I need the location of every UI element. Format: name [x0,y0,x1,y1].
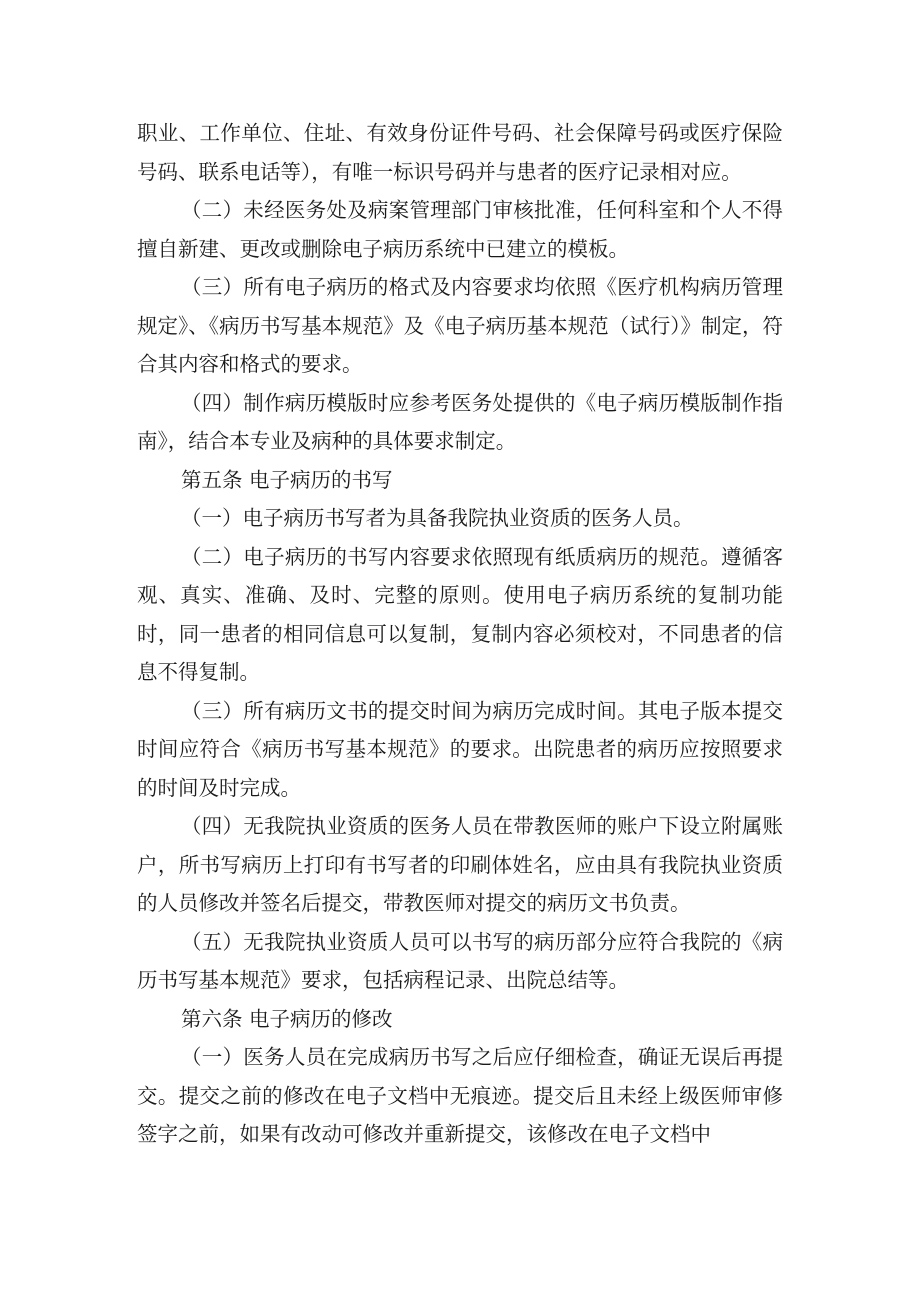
paragraph-continuation: 职业、工作单位、住址、有效身份证件号码、社会保障号码或医疗保险号码、联系电话等），有唯一标识号码并与患者的医疗记录相对应。 [137,121,783,184]
paragraph-item: （四）制作病历模版时应参考医务处提供的《电子病历模版制作指南》，结合本专业及病种的具体要求制定。 [137,390,783,453]
paragraph-item: （五）无我院执业资质人员可以书写的病历部分应符合我院的《病历书写基本规范》要求，包括病程记录、出院总结等。 [137,929,783,992]
paragraph-item: （一）电子病历书写者为具备我院执业资质的医务人员。 [181,506,694,530]
paragraph-item: （一）医务人员在完成病历书写之后应仔细检查，确证无误后再提交。提交之前的修改在电子文档中无痕迹。提交后且未经上级医师审修签字之前，如果有改动可修改并重新提交，该修改在电子文档中 [137,1045,783,1146]
paragraph-item: （三）所有病历文书的提交时间为病历完成时间。其电子版本提交时间应符合《病历书写基本规范》的要求。出院患者的病历应按照要求的时间及时完成。 [137,698,783,800]
paragraph-item: （二）未经医务处及病案管理部门审核批准，任何科室和个人不得擅自新建、更改或删除电子病历系统中已建立的模板。 [137,198,783,261]
paragraph-item: （三）所有电子病历的格式及内容要求均依照《医疗机构病历管理规定》、《病历书写基本规范》及《电子病历基本规范（试行）》制定，符合其内容和格式的要求。 [137,275,783,376]
article-heading: 第六条 电子病历的修改 [181,1006,393,1031]
document-body [137,114,783,1154]
paragraph-item: （二）电子病历的书写内容要求依照现有纸质病历的规范。遵循客观、真实、准确、及时、完整的原则。使用电子病历系统的复制功能时，同一患者的相同信息可以复制，复制内容必须校对，不同患者的信息不得复制。 [137,544,783,684]
article-heading: 第五条 电子病历的书写 [181,467,393,492]
paragraph-item: （四）无我院执业资质的医务人员在带教医师的账户下设立附属账户，所书写病历上打印有书写者的印刷体姓名，应由具有我院执业资质的人员修改并签名后提交，带教医师对提交的病历文书负责。 [137,814,783,915]
